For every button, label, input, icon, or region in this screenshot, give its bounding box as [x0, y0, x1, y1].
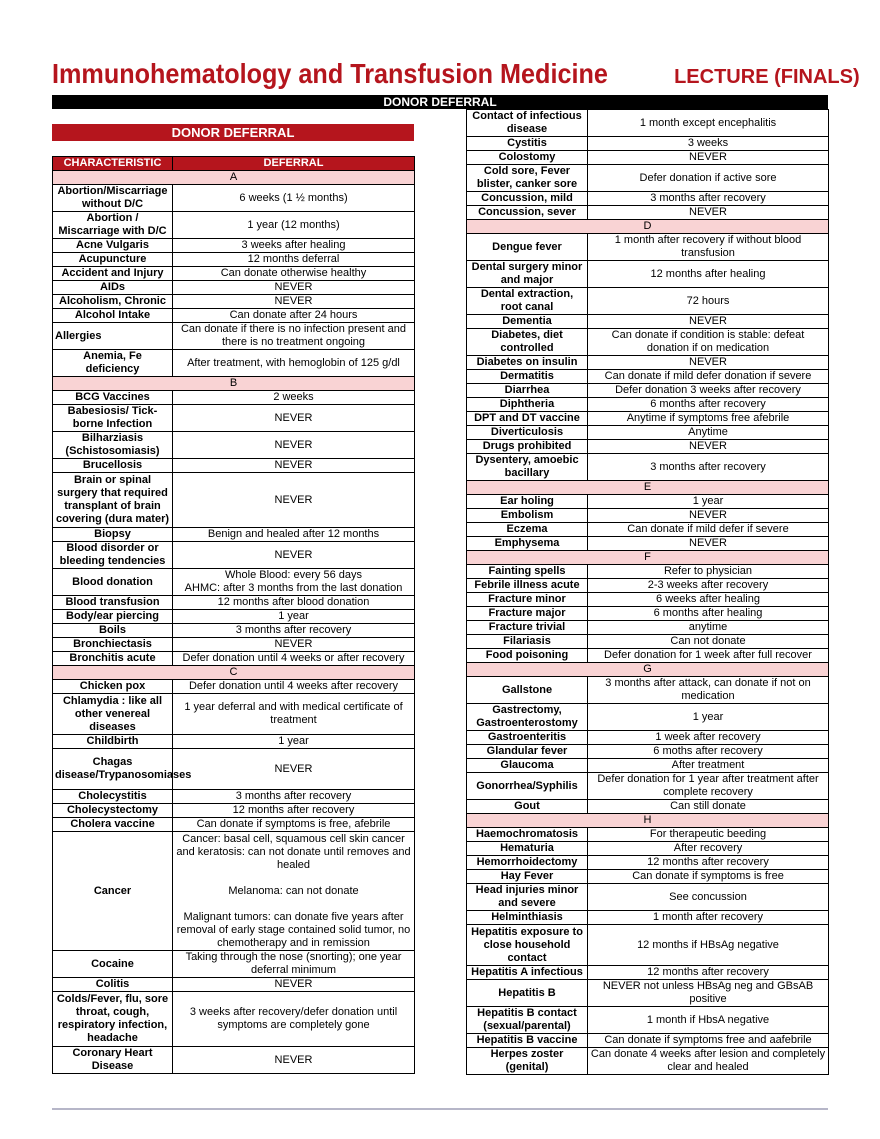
- characteristic-cell: Cholecystitis: [53, 790, 173, 804]
- table-row: [467, 192, 829, 206]
- letter-section-row: [467, 220, 829, 234]
- deferral-cell: NEVER: [588, 315, 829, 329]
- characteristic-cell: Helminthiasis: [467, 911, 588, 925]
- table-row: [53, 638, 415, 652]
- characteristic-cell: Drugs prohibited: [467, 440, 588, 454]
- characteristic-cell: Diverticulosis: [467, 426, 588, 440]
- table-row: [53, 992, 415, 1047]
- table-row: [53, 323, 415, 350]
- table-row: [53, 267, 415, 281]
- deferral-cell: 72 hours: [588, 288, 829, 315]
- deferral-cell: Can donate otherwise healthy: [173, 267, 415, 281]
- deferral-cell: Can still donate: [588, 800, 829, 814]
- table-row: [467, 759, 829, 773]
- deferral-cell: Defer donation for 1 year after treatment after complete recovery: [588, 773, 829, 800]
- deferral-cell: 12 months deferral: [173, 253, 415, 267]
- table-row: [467, 398, 829, 412]
- characteristic-cell: Glandular fever: [467, 745, 588, 759]
- deferral-cell: NEVER: [173, 281, 415, 295]
- characteristic-cell: Accident and Injury: [53, 267, 173, 281]
- deferral-cell: NEVER: [588, 151, 829, 165]
- table-row: [53, 1047, 415, 1074]
- table-row: [467, 621, 829, 635]
- table-row: [467, 165, 829, 192]
- deferral-cell: Anytime: [588, 426, 829, 440]
- characteristic-cell: Diabetes on insulin: [467, 356, 588, 370]
- characteristic-cell: Diarrhea: [467, 384, 588, 398]
- characteristic-cell: Herpes zoster (genital): [467, 1048, 588, 1075]
- deferral-cell: Can donate if symptoms is free: [588, 870, 829, 884]
- deferral-cell: NEVER: [588, 509, 829, 523]
- characteristic-cell: Cholera vaccine: [53, 818, 173, 832]
- characteristic-cell: Fracture trivial: [467, 621, 588, 635]
- characteristic-cell: Gallstone: [467, 677, 588, 704]
- characteristic-cell: Concussion, sever: [467, 206, 588, 220]
- characteristic-cell: Coronary Heart Disease: [53, 1047, 173, 1074]
- table-row: [467, 649, 829, 663]
- column-header-deferral: DEFERRAL: [173, 157, 415, 171]
- table-row: [53, 212, 415, 239]
- deferral-cell: 6 moths after recovery: [588, 745, 829, 759]
- characteristic-cell: Diphtheria: [467, 398, 588, 412]
- deferral-cell: Can donate after 24 hours: [173, 309, 415, 323]
- table-row: [53, 253, 415, 267]
- footer-rule: [52, 1108, 828, 1110]
- letter-section-row: [467, 814, 829, 828]
- deferral-cell: 3 months after recovery: [588, 454, 829, 481]
- table-row: [53, 735, 415, 749]
- deferral-cell: Can donate if there is no infection present and there is no treatment ongoing: [173, 323, 415, 350]
- characteristic-cell: Concussion, mild: [467, 192, 588, 206]
- characteristic-cell: Hepatitis exposure to close household contact: [467, 925, 588, 966]
- characteristic-cell: Allergies: [53, 323, 173, 350]
- characteristic-cell: Brucellosis: [53, 459, 173, 473]
- characteristic-cell: Emphysema: [467, 537, 588, 551]
- table-row: [53, 295, 415, 309]
- table-row: [467, 329, 829, 356]
- characteristic-cell: Chicken pox: [53, 680, 173, 694]
- table-row: [467, 537, 829, 551]
- table-row: [467, 206, 829, 220]
- deferral-cell: Taking through the nose (snorting); one year deferral minimum: [173, 951, 415, 978]
- letter-heading: B: [53, 377, 415, 391]
- table-row: [467, 704, 829, 731]
- deferral-cell: 3 weeks after recovery/defer donation until symptoms are completely gone: [173, 992, 415, 1047]
- deferral-cell: anytime: [588, 621, 829, 635]
- characteristic-cell: Babesiosis/ Tick-borne Infection: [53, 405, 173, 432]
- table-row: [467, 579, 829, 593]
- deferral-cell: 1 month if HbsA negative: [588, 1007, 829, 1034]
- characteristic-cell: Abortion / Miscarriage with D/C: [53, 212, 173, 239]
- table-row: [53, 790, 415, 804]
- deferral-cell: Defer donation until 4 weeks after recovery: [173, 680, 415, 694]
- characteristic-cell: Alcohol Intake: [53, 309, 173, 323]
- characteristic-cell: Blood donation: [53, 569, 173, 596]
- table-row: [467, 412, 829, 426]
- deferral-cell: 1 year: [588, 704, 829, 731]
- table-row: [53, 281, 415, 295]
- table-row: [53, 459, 415, 473]
- letter-section-row: [467, 551, 829, 565]
- table-row: [467, 1007, 829, 1034]
- characteristic-cell: Acupuncture: [53, 253, 173, 267]
- table-row: [467, 980, 829, 1007]
- characteristic-cell: Gastrectomy, Gastroenterostomy: [467, 704, 588, 731]
- table-row: [53, 542, 415, 569]
- characteristic-cell: Hemorrhoidectomy: [467, 856, 588, 870]
- deferral-cell: 6 weeks (1 ½ months): [173, 185, 415, 212]
- deferral-cell: Defer donation if active sore: [588, 165, 829, 192]
- deferral-cell: NEVER: [173, 473, 415, 528]
- characteristic-cell: Alcoholism, Chronic: [53, 295, 173, 309]
- deferral-cell: 12 months after recovery: [588, 856, 829, 870]
- left-table-body: [53, 171, 415, 1074]
- table-row: [467, 426, 829, 440]
- characteristic-cell: Filariasis: [467, 635, 588, 649]
- table-row: [467, 495, 829, 509]
- letter-heading: F: [467, 551, 829, 565]
- deferral-cell: Defer donation until 4 weeks or after recovery: [173, 652, 415, 666]
- letter-section-row: [467, 663, 829, 677]
- deferral-cell: 1 year deferral and with medical certificate of treatment: [173, 694, 415, 735]
- table-row: [467, 261, 829, 288]
- characteristic-cell: Chagas disease/Trypanosomiases: [53, 749, 173, 790]
- table-row: [53, 528, 415, 542]
- table-row: [53, 610, 415, 624]
- deferral-cell: 3 months after recovery: [173, 624, 415, 638]
- deferral-cell: 1 month after recovery: [588, 911, 829, 925]
- table-row: [467, 288, 829, 315]
- table-row: [53, 350, 415, 377]
- letter-heading: H: [467, 814, 829, 828]
- table-row: [467, 870, 829, 884]
- deferral-cell: 1 year (12 months): [173, 212, 415, 239]
- deferral-cell: 3 months after recovery: [173, 790, 415, 804]
- table-row: [53, 405, 415, 432]
- table-row: [467, 593, 829, 607]
- characteristic-cell: Food poisoning: [467, 649, 588, 663]
- deferral-cell: 1 year: [173, 610, 415, 624]
- table-row: [467, 384, 829, 398]
- table-row: [467, 523, 829, 537]
- table-row: [467, 828, 829, 842]
- deferral-table-left: [52, 156, 415, 1074]
- table-row: [467, 635, 829, 649]
- table-row: [467, 509, 829, 523]
- deferral-cell: NEVER not unless HBsAg neg and GBsAB positive: [588, 980, 829, 1007]
- deferral-cell: Anytime if symptoms free afebrile: [588, 412, 829, 426]
- characteristic-cell: Anemia, Fe deficiency: [53, 350, 173, 377]
- deferral-cell: 12 months after recovery: [588, 966, 829, 980]
- table-row: [467, 1048, 829, 1075]
- table-row: [467, 356, 829, 370]
- deferral-cell: NEVER: [173, 405, 415, 432]
- characteristic-cell: Cancer: [53, 832, 173, 951]
- table-row: [53, 680, 415, 694]
- deferral-cell: Benign and healed after 12 months: [173, 528, 415, 542]
- characteristic-cell: Colitis: [53, 978, 173, 992]
- deferral-cell: NEVER: [588, 206, 829, 220]
- title-sub: LECTURE (FINALS): [674, 66, 860, 88]
- characteristic-cell: Gout: [467, 800, 588, 814]
- deferral-cell: 1 week after recovery: [588, 731, 829, 745]
- table-row: [53, 818, 415, 832]
- characteristic-cell: Abortion/Miscarriage without D/C: [53, 185, 173, 212]
- deferral-cell: Refer to physician: [588, 565, 829, 579]
- deferral-cell: Cancer: basal cell, squamous cell skin cancer and keratosis: can not donate until removes and healed Melanoma: can not donate Malignant tumors: can donate five years after removal of early stage contained solid tumor, no chemotherapy and in remission: [173, 832, 415, 951]
- deferral-cell: Can donate if symptoms is free, afebrile: [173, 818, 415, 832]
- characteristic-cell: Hepatitis B contact (sexual/parental): [467, 1007, 588, 1034]
- page-title: [52, 54, 860, 94]
- characteristic-cell: Hepatitis B: [467, 980, 588, 1007]
- deferral-cell: Can donate 4 weeks after lesion and completely clear and healed: [588, 1048, 829, 1075]
- characteristic-cell: DPT and DT vaccine: [467, 412, 588, 426]
- characteristic-cell: BCG Vaccines: [53, 391, 173, 405]
- letter-heading: C: [53, 666, 415, 680]
- deferral-cell: 6 months after recovery: [588, 398, 829, 412]
- deferral-cell: 6 months after healing: [588, 607, 829, 621]
- characteristic-cell: Fracture major: [467, 607, 588, 621]
- characteristic-cell: Bilharziasis (Schistosomiasis): [53, 432, 173, 459]
- table-row: [53, 749, 415, 790]
- characteristic-cell: AIDs: [53, 281, 173, 295]
- table-row: [53, 569, 415, 596]
- deferral-cell: NEVER: [588, 440, 829, 454]
- deferral-cell: 1 year: [173, 735, 415, 749]
- characteristic-cell: Dengue fever: [467, 234, 588, 261]
- deferral-cell: NEVER: [173, 295, 415, 309]
- deferral-cell: 2-3 weeks after recovery: [588, 579, 829, 593]
- table-row: [53, 978, 415, 992]
- deferral-cell: NEVER: [173, 459, 415, 473]
- deferral-cell: NEVER: [173, 978, 415, 992]
- characteristic-cell: Hay Fever: [467, 870, 588, 884]
- characteristic-cell: Hepatitis A infectious: [467, 966, 588, 980]
- top-banner: DONOR DEFERRAL: [52, 95, 828, 109]
- deferral-cell: Can donate if condition is stable: defeat donation if on medication: [588, 329, 829, 356]
- table-row: [467, 370, 829, 384]
- characteristic-cell: Dermatitis: [467, 370, 588, 384]
- table-row: [467, 565, 829, 579]
- characteristic-cell: Acne Vulgaris: [53, 239, 173, 253]
- deferral-cell: After treatment, with hemoglobin of 125 g/dl: [173, 350, 415, 377]
- characteristic-cell: Bronchitis acute: [53, 652, 173, 666]
- table-row: [467, 110, 829, 137]
- deferral-cell: 12 months after recovery: [173, 804, 415, 818]
- table-row: [467, 1034, 829, 1048]
- characteristic-cell: Body/ear piercing: [53, 610, 173, 624]
- table-row: [53, 694, 415, 735]
- deferral-table-right: [466, 109, 829, 1075]
- characteristic-cell: Childbirth: [53, 735, 173, 749]
- characteristic-cell: Dental extraction, root canal: [467, 288, 588, 315]
- deferral-cell: Can not donate: [588, 635, 829, 649]
- characteristic-cell: Head injuries minor and severe: [467, 884, 588, 911]
- table-row: [467, 440, 829, 454]
- table-row: [53, 652, 415, 666]
- deferral-cell: After recovery: [588, 842, 829, 856]
- deferral-cell: See concussion: [588, 884, 829, 911]
- characteristic-cell: Dental surgery minor and major: [467, 261, 588, 288]
- table-row: [53, 951, 415, 978]
- table-row: [467, 677, 829, 704]
- table-row: [467, 911, 829, 925]
- characteristic-cell: Ear holing: [467, 495, 588, 509]
- characteristic-cell: Cystitis: [467, 137, 588, 151]
- letter-heading: G: [467, 663, 829, 677]
- deferral-cell: 12 months after healing: [588, 261, 829, 288]
- table-row: [53, 832, 415, 951]
- characteristic-cell: Dementia: [467, 315, 588, 329]
- letter-section-row: [53, 171, 415, 185]
- deferral-cell: 1 month after recovery if without blood transfusion: [588, 234, 829, 261]
- characteristic-cell: Embolism: [467, 509, 588, 523]
- deferral-cell: NEVER: [173, 432, 415, 459]
- characteristic-cell: Hematuria: [467, 842, 588, 856]
- characteristic-cell: Cocaine: [53, 951, 173, 978]
- deferral-cell: 12 months if HBsAg negative: [588, 925, 829, 966]
- table-row: [467, 856, 829, 870]
- characteristic-cell: Gastroenteritis: [467, 731, 588, 745]
- table-row: [53, 804, 415, 818]
- right-table-body: [467, 110, 829, 1075]
- letter-heading: A: [53, 171, 415, 185]
- deferral-cell: Can donate if mild defer donation if severe: [588, 370, 829, 384]
- characteristic-cell: Diabetes, diet controlled: [467, 329, 588, 356]
- characteristic-cell: Blood transfusion: [53, 596, 173, 610]
- characteristic-cell: Blood disorder or bleeding tendencies: [53, 542, 173, 569]
- characteristic-cell: Brain or spinal surgery that required transplant of brain covering (dura mater): [53, 473, 173, 528]
- deferral-cell: 1 year: [588, 495, 829, 509]
- characteristic-cell: Febrile illness acute: [467, 579, 588, 593]
- deferral-cell: Can donate if symptoms free and aafebrile: [588, 1034, 829, 1048]
- characteristic-cell: Cholecystectomy: [53, 804, 173, 818]
- deferral-cell: For therapeutic beeding: [588, 828, 829, 842]
- letter-section-row: [467, 481, 829, 495]
- table-row: [467, 315, 829, 329]
- table-row: [53, 391, 415, 405]
- characteristic-cell: Fracture minor: [467, 593, 588, 607]
- letter-section-row: [53, 377, 415, 391]
- deferral-cell: 3 months after attack, can donate if not on medication: [588, 677, 829, 704]
- table-row: [467, 607, 829, 621]
- deferral-cell: NEVER: [588, 356, 829, 370]
- letter-heading: E: [467, 481, 829, 495]
- characteristic-cell: Eczema: [467, 523, 588, 537]
- title-main: Immunohematology and Transfusion Medicine: [52, 58, 608, 89]
- characteristic-cell: Cold sore, Fever blister, canker sore: [467, 165, 588, 192]
- table-row: [467, 925, 829, 966]
- table-row: [53, 432, 415, 459]
- deferral-cell: 12 months after blood donation: [173, 596, 415, 610]
- deferral-cell: NEVER: [173, 749, 415, 790]
- deferral-cell: 6 weeks after healing: [588, 593, 829, 607]
- table-row: [467, 234, 829, 261]
- table-row: [467, 773, 829, 800]
- characteristic-cell: Biopsy: [53, 528, 173, 542]
- characteristic-cell: Chlamydia : like all other venereal diseases: [53, 694, 173, 735]
- deferral-cell: Defer donation 3 weeks after recovery: [588, 384, 829, 398]
- characteristic-cell: Boils: [53, 624, 173, 638]
- deferral-cell: Defer donation for 1 week after full recover: [588, 649, 829, 663]
- table-row: [53, 309, 415, 323]
- table-row: [467, 966, 829, 980]
- deferral-cell: 2 weeks: [173, 391, 415, 405]
- table-row: [467, 151, 829, 165]
- characteristic-cell: Hepatitis B vaccine: [467, 1034, 588, 1048]
- letter-section-row: [53, 666, 415, 680]
- table-row: [53, 596, 415, 610]
- deferral-cell: Can donate if mild defer if severe: [588, 523, 829, 537]
- characteristic-cell: Fainting spells: [467, 565, 588, 579]
- characteristic-cell: Contact of infectious disease: [467, 110, 588, 137]
- deferral-cell: 1 month except encephalitis: [588, 110, 829, 137]
- table-row: [467, 842, 829, 856]
- characteristic-cell: Dysentery, amoebic bacillary: [467, 454, 588, 481]
- deferral-cell: After treatment: [588, 759, 829, 773]
- table-row: [467, 731, 829, 745]
- deferral-cell: NEVER: [588, 537, 829, 551]
- table-row: [53, 185, 415, 212]
- table-row: [53, 239, 415, 253]
- deferral-cell: 3 weeks after healing: [173, 239, 415, 253]
- table-row: [467, 884, 829, 911]
- deferral-cell: NEVER: [173, 1047, 415, 1074]
- table-row: [467, 137, 829, 151]
- letter-heading: D: [467, 220, 829, 234]
- characteristic-cell: Colds/Fever, flu, sore throat, cough, respiratory infection, headache: [53, 992, 173, 1047]
- column-header-characteristic: CHARACTERISTIC: [53, 157, 173, 171]
- deferral-cell: NEVER: [173, 638, 415, 652]
- characteristic-cell: Gonorrhea/Syphilis: [467, 773, 588, 800]
- table-row: [467, 800, 829, 814]
- deferral-cell: 3 weeks: [588, 137, 829, 151]
- section-heading: DONOR DEFERRAL: [52, 124, 414, 141]
- deferral-cell: Whole Blood: every 56 days AHMC: after 3 months from the last donation: [173, 569, 415, 596]
- characteristic-cell: Colostomy: [467, 151, 588, 165]
- table-row: [53, 624, 415, 638]
- table-row: [467, 454, 829, 481]
- table-row: [467, 745, 829, 759]
- characteristic-cell: Glaucoma: [467, 759, 588, 773]
- deferral-cell: 3 months after recovery: [588, 192, 829, 206]
- characteristic-cell: Haemochromatosis: [467, 828, 588, 842]
- deferral-cell: NEVER: [173, 542, 415, 569]
- characteristic-cell: Bronchiectasis: [53, 638, 173, 652]
- table-row: [53, 473, 415, 528]
